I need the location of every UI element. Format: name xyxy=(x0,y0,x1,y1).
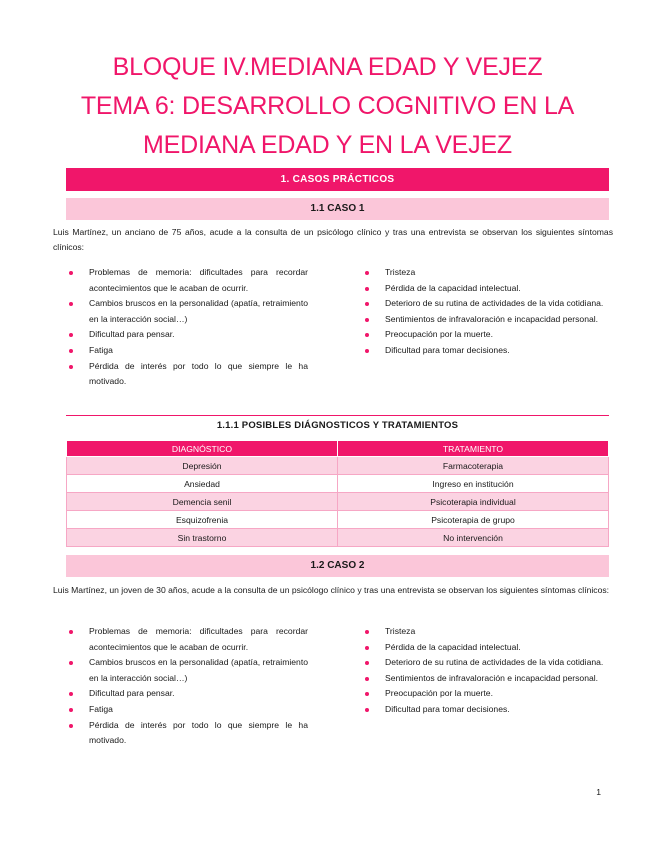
page-title xyxy=(0,48,655,165)
section-heading: 1. CASOS PRÁCTICOS xyxy=(66,168,609,191)
diagnosis-cell: Sin trastorno xyxy=(67,529,338,547)
list-item: Pérdida de la capacidad intelectual. xyxy=(362,281,604,297)
title-line-1: BLOQUE IV.MEDIANA EDAD Y VEJEZ xyxy=(112,53,543,81)
treatment-cell: Ingreso en institución xyxy=(338,475,609,493)
list-item: Pérdida de interés por todo lo que siempre le ha motivado. xyxy=(66,718,308,749)
diagnosis-cell: Demencia senil xyxy=(67,493,338,511)
table-row xyxy=(67,511,609,529)
case1-symptoms-left xyxy=(66,265,308,390)
case2-symptoms-left xyxy=(66,624,308,749)
list-item: Cambios bruscos en la personalidad (apatía, retraimiento en la interacción social…) xyxy=(66,655,308,686)
list-item: Problemas de memoria: dificultades para recordar acontecimientos que le acaban de ocurrir. xyxy=(66,624,308,655)
case1-intro: Luis Martínez, un anciano de 75 años, acude a la consulta de un psicólogo clínico y tras una entrevista se observan los siguientes síntomas clínicos: xyxy=(53,227,613,252)
list-item: Fatiga xyxy=(66,702,308,718)
list-item: Pérdida de interés por todo lo que siempre le ha motivado. xyxy=(66,359,308,390)
table-row xyxy=(67,457,609,475)
list-item: Problemas de memoria: dificultades para recordar acontecimientos que le acaban de ocurrir. xyxy=(66,265,308,296)
list-item: Dificultad para tomar decisiones. xyxy=(362,702,604,718)
diagnosis-cell: Ansiedad xyxy=(67,475,338,493)
case2-intro: Luis Martínez, un joven de 30 años, acude a la consulta de un psicólogo clínico y tras una entrevista se observan los siguientes síntomas clínicos: xyxy=(53,585,610,595)
treatment-cell: Psicoterapia de grupo xyxy=(338,511,609,529)
list-item: Deterioro de su rutina de actividades de la vida cotidiana. xyxy=(362,296,604,312)
list-item: Tristeza xyxy=(362,624,604,640)
case2-symptoms-right xyxy=(362,624,604,718)
list-item: Pérdida de la capacidad intelectual. xyxy=(362,640,604,656)
diagnosis-heading: 1.1.1 POSIBLES DIÁGNOSTICOS Y TRATAMIENTOS xyxy=(66,415,609,431)
list-item: Deterioro de su rutina de actividades de la vida cotidiana. xyxy=(362,655,604,671)
treatment-cell: Psicoterapia individual xyxy=(338,493,609,511)
case1-heading: 1.1 CASO 1 xyxy=(66,198,609,220)
diagnosis-cell: Depresión xyxy=(67,457,338,475)
list-item: Dificultad para tomar decisiones. xyxy=(362,343,604,359)
table-row xyxy=(67,529,609,547)
list-item: Tristeza xyxy=(362,265,604,281)
diagnosis-table xyxy=(66,440,609,547)
case1-symptoms-right xyxy=(362,265,604,359)
treatment-cell: No intervención xyxy=(338,529,609,547)
column-header-treatment: TRATAMIENTO xyxy=(338,441,609,457)
page-number: 1 xyxy=(596,787,601,797)
list-item: Preocupación por la muerte. xyxy=(362,686,604,702)
list-item: Sentimientos de infravaloración e incapacidad personal. xyxy=(362,312,604,328)
list-item: Fatiga xyxy=(66,343,308,359)
list-item: Dificultad para pensar. xyxy=(66,327,308,343)
column-header-diagnosis: DIAGNÓSTICO xyxy=(67,441,338,457)
diagnosis-cell: Esquizofrenia xyxy=(67,511,338,529)
treatment-cell: Farmacoterapia xyxy=(338,457,609,475)
list-item: Cambios bruscos en la personalidad (apatía, retraimiento en la interacción social…) xyxy=(66,296,308,327)
list-item: Preocupación por la muerte. xyxy=(362,327,604,343)
title-line-3: MEDIANA EDAD Y EN LA VEJEZ xyxy=(142,131,512,159)
list-item: Sentimientos de infravaloración e incapacidad personal. xyxy=(362,671,604,687)
table-row xyxy=(67,493,609,511)
list-item: Dificultad para pensar. xyxy=(66,686,308,702)
table-row xyxy=(67,475,609,493)
case2-heading: 1.2 CASO 2 xyxy=(66,555,609,577)
title-line-2: TEMA 6: DESARROLLO COGNITIVO EN LA xyxy=(80,92,575,120)
